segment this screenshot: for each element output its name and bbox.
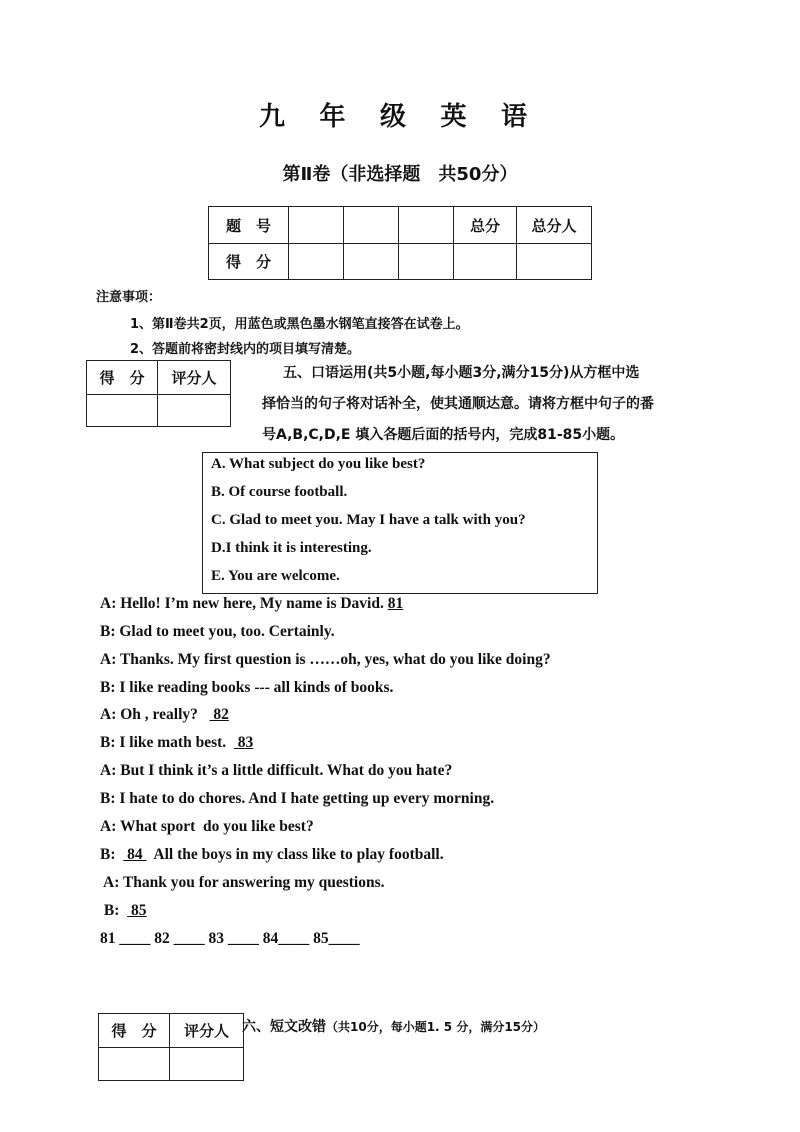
dialogue-line-1 <box>100 595 403 613</box>
dialogue-line-3: A: Thanks. My first question is ……oh, yes, what do you like doing? <box>100 651 551 668</box>
choice-b: B. Of course football. <box>211 484 348 500</box>
score-table-cell[interactable] <box>517 244 592 280</box>
score-table-header-total: 总分 <box>454 207 517 244</box>
choice-e: E. You are welcome. <box>211 568 340 584</box>
dialogue-line-11: A: Thank you for answering my questions. <box>100 874 385 891</box>
section-6-detail: （共10分，每小题1. 5 分，满分15分） <box>326 1020 546 1034</box>
grader-box-score-label: 得 分 <box>99 1014 170 1048</box>
section-5-instructions-line-3: 号A,B,C,D,E 填入各题后面的括号内，完成81-85小题。 <box>262 427 625 443</box>
dialogue-text: B: I like math best. <box>100 734 234 751</box>
score-table-header-score: 得 分 <box>209 244 289 280</box>
section-6-heading <box>242 1016 545 1036</box>
notes-item-1: 1、第Ⅱ卷共2页，用蓝色或黑色墨水钢笔直接答在试卷上。 <box>130 317 469 332</box>
grader-box-score-cell[interactable] <box>99 1048 170 1081</box>
dialogue-line-2: B: Glad to meet you, too. Certainly. <box>100 623 335 640</box>
dialogue-text: All the boys in my class like to play football. <box>146 846 444 863</box>
answer-blank-82[interactable]: 82 <box>209 706 229 723</box>
score-table-cell <box>289 207 344 244</box>
notes-item-2: 2、答题前将密封线内的项目填写清楚。 <box>130 342 361 357</box>
section-5-instructions-line-2: 择恰当的句子将对话补全，使其通顺达意。请将方框中句子的番 <box>262 396 654 412</box>
grader-box-section-5 <box>86 360 231 427</box>
score-table-header-total-grader: 总分人 <box>517 207 592 244</box>
dialogue-line-10 <box>100 846 444 864</box>
dialogue-line-12 <box>100 902 147 920</box>
answer-blank-83[interactable]: 83 <box>233 734 254 751</box>
dialogue-text: B: <box>100 846 124 863</box>
dialogue-line-6 <box>100 734 253 752</box>
answer-summary-line[interactable]: 81 ____ 82 ____ 83 ____ 84____ 85____ <box>100 930 360 947</box>
grader-box-score-cell[interactable] <box>87 395 158 427</box>
choice-d: D.I think it is interesting. <box>211 540 372 556</box>
score-table-header-number: 题 号 <box>209 207 289 244</box>
choice-c: C. Glad to meet you. May I have a talk with you? <box>211 512 526 528</box>
dialogue-text: B: <box>100 902 128 919</box>
grader-box-grader-label: 评分人 <box>158 361 231 395</box>
section-5-instructions-line-1: 五、口语运用(共5小题,每小题3分,满分15分)从方框中选 <box>283 365 640 381</box>
answer-blank-84[interactable]: 84 <box>123 846 147 863</box>
grader-box-grader-cell[interactable] <box>170 1048 244 1081</box>
score-table-cell[interactable] <box>344 244 399 280</box>
score-table-cell[interactable] <box>399 244 454 280</box>
dialogue-line-4: B: I like reading books --- all kinds of books. <box>100 679 394 696</box>
grader-box-grader-label: 评分人 <box>170 1014 244 1048</box>
dialogue-text: A: Hello! I’m new here, My name is David. <box>100 595 388 612</box>
dialogue-text: A: Oh , really? <box>100 706 210 723</box>
answer-blank-85[interactable]: 85 <box>127 902 147 919</box>
notes-heading: 注意事项： <box>96 290 162 305</box>
score-table-cell <box>344 207 399 244</box>
page-title: 九 年 级 英 语 <box>258 102 541 131</box>
page-subtitle: 第Ⅱ卷（非选择题 共50分） <box>282 164 518 185</box>
choice-a: A. What subject do you like best? <box>211 456 426 472</box>
score-table-cell[interactable] <box>289 244 344 280</box>
grader-box-section-6 <box>98 1013 244 1081</box>
dialogue-line-9: A: What sport do you like best? <box>100 818 314 835</box>
score-table-cell <box>399 207 454 244</box>
score-table-cell[interactable] <box>454 244 517 280</box>
score-table <box>208 206 592 280</box>
answer-blank-81[interactable]: 81 <box>387 595 404 612</box>
choices-box <box>202 452 598 594</box>
dialogue-line-7: A: But I think it’s a little difficult. What do you hate? <box>100 762 453 779</box>
section-6-title: 六、短文改错 <box>242 1019 326 1035</box>
dialogue-line-5 <box>100 706 229 724</box>
grader-box-score-label: 得 分 <box>87 361 158 395</box>
dialogue-line-8: B: I hate to do chores. And I hate getting up every morning. <box>100 790 495 807</box>
grader-box-grader-cell[interactable] <box>158 395 231 427</box>
